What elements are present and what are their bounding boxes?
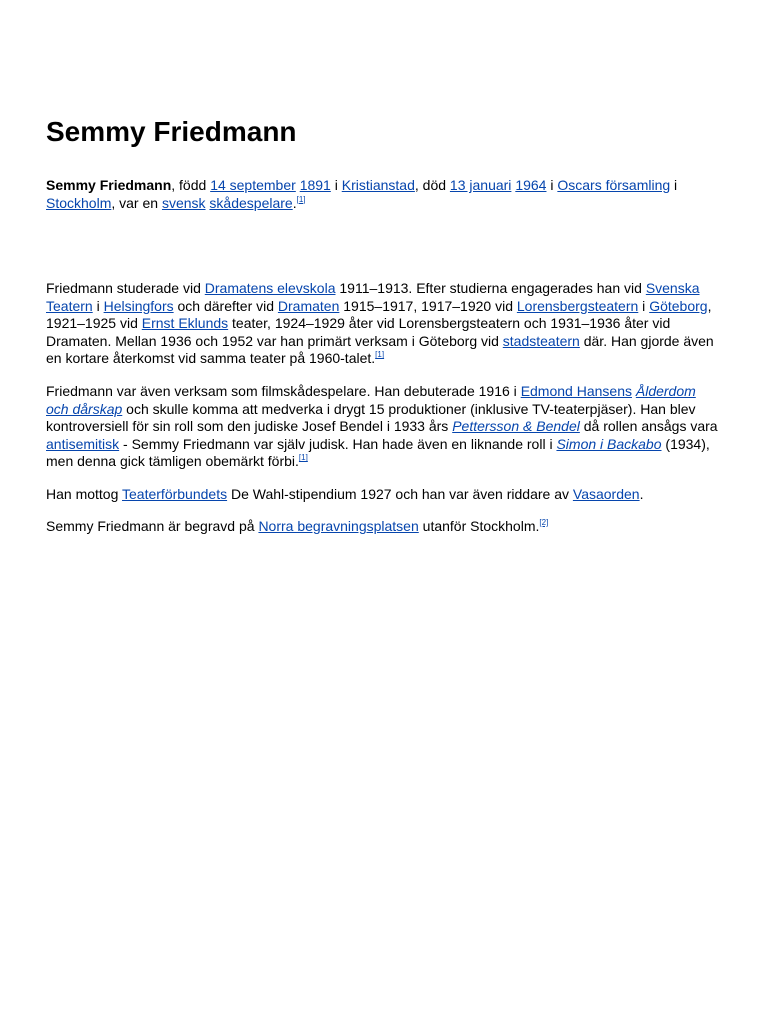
link-14-september[interactable]: 14 september <box>210 177 296 193</box>
link-helsingfors[interactable]: Helsingfors <box>103 297 174 314</box>
link-13-januari[interactable]: 13 januari <box>449 177 512 193</box>
link-norra-begravningsplatsen[interactable]: Norra begravningsplatsen <box>258 518 419 534</box>
film-paragraph: Friedmann var även verksam som filmskådespelare. Han debuterade 1916 i Edmond Hansens Ålderdom och dårskap och skulle komma att medverka i drygt 15 produktioner (inklusive TV-teaterpjäser). Han blev kontroversiell för sin roll som den judiske Josef Bendel i 1933 års Pettersson & Bendel då rollen ansågs vara antisemitisk - Semmy Friedmann var själv judisk. Han hade även en liknande roll i Simon i Backabo (1934), men denna gick tämligen obemärkt förbi.[1] <box>46 383 718 470</box>
link-vasaorden[interactable]: Vasaorden <box>572 486 640 502</box>
link-stadsteatern[interactable]: stadsteatern <box>502 332 580 349</box>
link-kristianstad[interactable]: Kristianstad <box>341 177 415 193</box>
reference-link[interactable]: [1] <box>298 453 308 463</box>
reference-marker <box>539 518 548 527</box>
link-dramaten[interactable]: Dramaten <box>277 297 340 314</box>
link-teaterforbundets[interactable]: Teaterförbundets <box>122 486 228 502</box>
link-goteborg[interactable]: Göteborg <box>649 297 708 314</box>
link-pettersson-bendel[interactable]: Pettersson & Bendel <box>452 418 580 435</box>
awards-paragraph: Han mottog Teaterförbundets De Wahl-stipendium 1927 och han var även riddare av Vasaorden. <box>46 486 644 502</box>
grave-paragraph: Semmy Friedmann är begravd på Norra begravningsplatsen utanför Stockholm.[2] <box>46 518 549 534</box>
link-svensk[interactable]: svensk <box>161 194 206 211</box>
link-dramatens-elevskola[interactable]: Dramatens elevskola <box>204 280 336 296</box>
reference-link[interactable]: [2] <box>539 518 549 527</box>
subject-name: Semmy Friedmann <box>46 177 172 193</box>
career-paragraph: Friedmann studerade vid Dramatens elevskola 1911–1913. Efter studierna engagerades han vid Svenska Teatern i Helsingfors och därefter vid Dramaten 1915–1917, 1917–1920 vid Lorensbergsteatern i Göteborg, 1921–1925 vid Ernst Eklunds teater, 1924–1929 åter vid Lorensbergsteatern och 1931–1936 åter vid Dramaten. Mellan 1936 och 1952 var han primärt verksam i Göteborg vid stadsteatern där. Han gjorde även en kortare återkomst vid samma teater på 1960-talet.[1] <box>46 280 714 367</box>
link-stockholm[interactable]: Stockholm <box>46 194 112 211</box>
reference-link[interactable]: [1] <box>375 350 385 360</box>
link-alderdom-och-darskap[interactable]: Ålderdom och dårskap <box>46 383 696 417</box>
page-title: Semmy Friedmann <box>46 116 297 147</box>
reference-marker <box>375 350 384 359</box>
link-svenska-teatern[interactable]: Svenska Teatern <box>46 280 700 314</box>
link-1964[interactable]: 1964 <box>515 177 547 193</box>
link-simon-i-backabo[interactable]: Simon i Backabo <box>556 435 662 452</box>
intro-paragraph: Semmy Friedmann, född 14 september 1891 i Kristianstad, död 13 januari 1964 i Oscars församling i Stockholm, var en svensk skådespelare.[1] <box>46 177 678 211</box>
link-edmond-hansens[interactable]: Edmond Hansens <box>520 383 632 399</box>
link-oscars-forsamling[interactable]: Oscars församling <box>557 177 671 193</box>
reference-marker <box>297 195 306 204</box>
reference-link[interactable]: [1] <box>296 194 306 204</box>
link-lorensbergsteatern[interactable]: Lorensbergsteatern <box>516 297 639 314</box>
link-1891[interactable]: 1891 <box>299 177 331 193</box>
reference-marker <box>299 453 308 462</box>
link-antisemitisk[interactable]: antisemitisk <box>46 435 120 452</box>
link-ernst-eklunds[interactable]: Ernst Eklunds <box>141 315 229 332</box>
link-skadespelare[interactable]: skådespelare <box>209 194 293 211</box>
